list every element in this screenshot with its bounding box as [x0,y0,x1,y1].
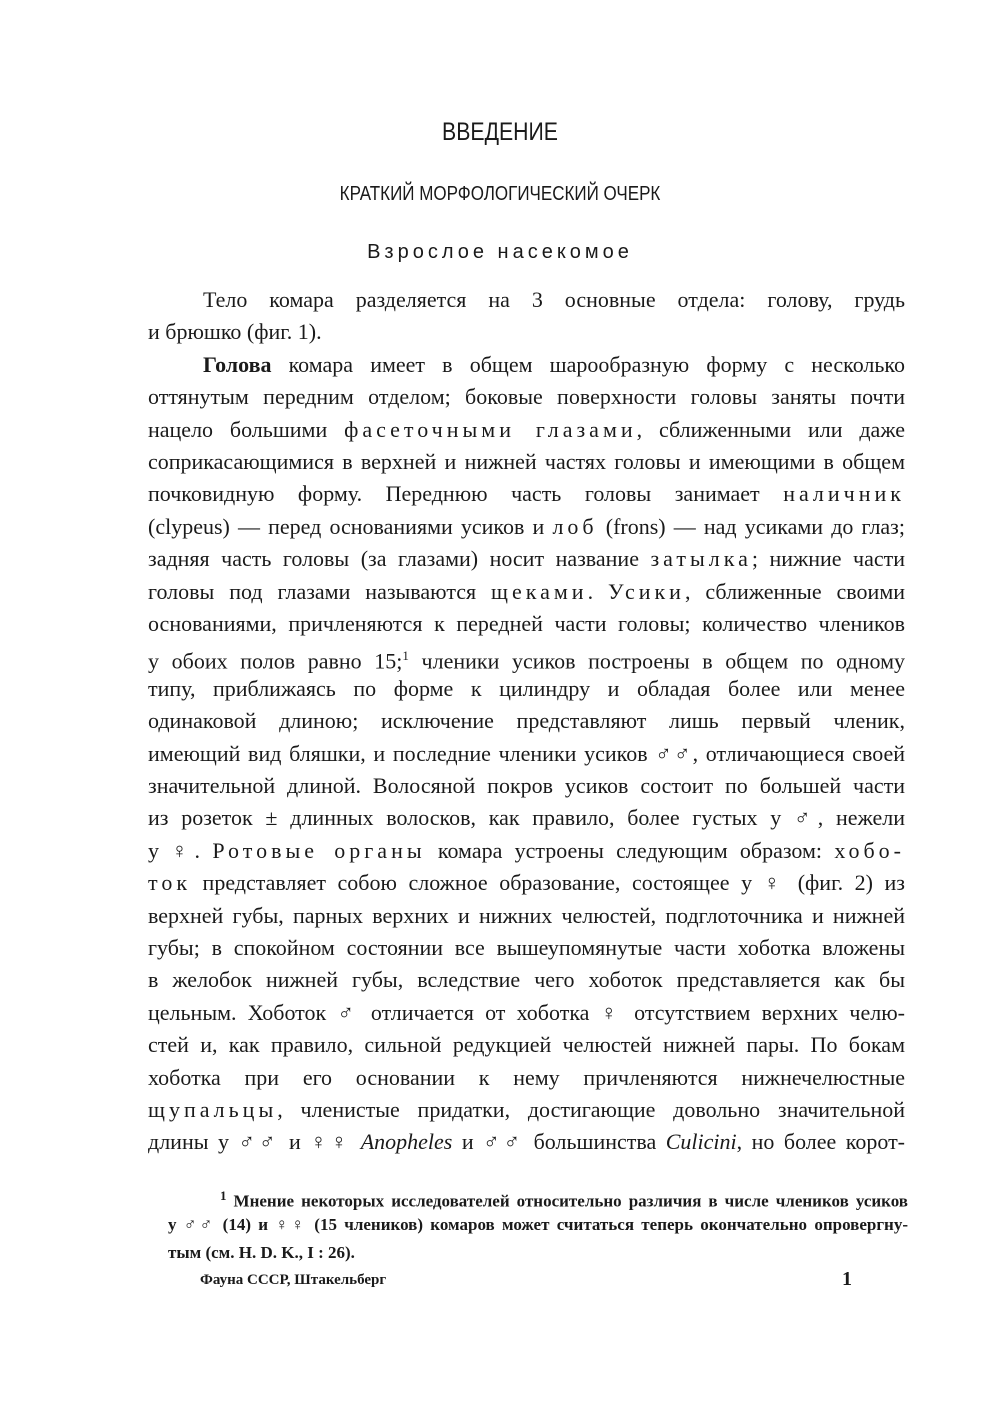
footer-publication: Фауна СССР, Штакельберг [200,1272,387,1288]
text-segment: . [587,578,609,604]
text-segment: , сближенные своими [684,578,906,604]
text-segment: Culicini [665,1129,737,1155]
text-segment: типу, приближаясь по форме к цилиндру и обладая более или менее [148,675,905,701]
text-segment: затылка [650,546,752,572]
text-segment: лоб [552,513,598,539]
text-line [148,352,905,378]
page-number: 1 [842,1268,852,1290]
text-segment: имеющий вид бляшки, и последние членики усиков ♂♂, отличающиеся своей [148,740,905,766]
text-segment: , членистые придатки, достигающие довольно значительной [277,1097,905,1122]
footnote-number: 1 [220,1188,227,1203]
text-line [148,579,905,605]
text-line [148,514,905,540]
text-segment: почковидную форму. Переднюю часть головы занимает [148,481,784,507]
text-segment: Тело комара разделяется на 3 основные отдела: голову, грудь [203,287,905,312]
text-line [148,1032,905,1058]
text-segment: соприкасающимися в верхней и нижней частях головы и имеющими в общем [148,449,905,474]
text-line [148,611,905,637]
text-segment: Ротовые органы [212,837,426,863]
text-line [148,838,905,864]
text-segment: задняя часть головы (за глазами) носит название [148,546,651,572]
text-line [148,967,905,993]
text-segment: Голова [203,351,272,377]
text-segment: длины у ♂♂ и ♀♀ [148,1129,361,1155]
text-segment: Мнение некоторых исследователей относительно различия в числе члеников усиков [226,1191,908,1211]
text-segment: в желобок нижней губы, вследствие чего хоботок представляется как бы [148,967,905,993]
text-line [148,319,905,345]
text-segment: из розеток ± длинных волосков, как правило, более густых у ♂, нежели [148,805,905,831]
text-line [148,676,905,702]
text-line [148,805,905,831]
text-line [148,417,905,443]
footnote-marker: 1 [402,648,409,664]
text-segment: тым (см. H. D. K., I : 26). [168,1243,355,1262]
text-segment: (clypeus) — перед основаниями усиков и [148,513,553,539]
text-segment: губы; в спокойном состоянии все вышеупомянутые части хоботка вложены [148,935,905,960]
text-segment: щеками [491,578,588,604]
text-segment: стей и, как правило, сильной редукцией челюстей нижней пары. По бокам [148,1032,905,1058]
text-segment: цельным. Хоботок ♂ отличается от хоботка ♀ отсутствием верхних челю- [148,999,905,1025]
text-segment: , но более корот- [736,1129,906,1155]
text-line [148,1065,905,1091]
text-segment: хобо- [834,837,906,863]
text-segment: и брюшко (фиг. 1). [148,319,322,345]
text-segment: щупальцы [148,1097,278,1122]
page-title: ВВЕДЕНИЕ [442,118,558,146]
text-line [148,643,905,674]
text-segment: , сближенными или даже [636,416,905,442]
text-line [148,1000,905,1026]
text-line [148,935,905,961]
text-line [148,1097,905,1123]
text-segment: ; нижние части [751,546,905,572]
text-segment: Anopheles [360,1129,453,1155]
text-segment: значительной длиной. Волосяной покров усиков состоит по большей части [148,773,905,798]
text-segment: Усики [608,578,685,604]
text-segment: фасеточными глазами [344,416,637,442]
text-line [148,481,905,507]
text-line [148,1129,905,1155]
text-segment: у обоих полов равно 15; [148,648,403,674]
chapter-subtitle: КРАТКИЙ МОРФОЛОГИЧЕСКИЙ ОЧЕРК [339,183,661,205]
text-segment: у ♀. [148,837,213,863]
footnote-line [168,1242,908,1264]
text-line [148,741,905,767]
text-line [148,449,905,475]
text-segment: (frons) — над усиками до глаз; [597,513,905,539]
text-segment: основаниями, причленяются к передней части головы; количество члеников [148,611,905,636]
text-segment: одинаковой длиною; исключение представляют лишь первый членик, [148,708,905,734]
text-line [148,546,905,572]
text-line [148,287,905,313]
text-segment: нацело большими [148,416,345,442]
text-segment: ток [148,870,192,896]
text-segment: хоботка при его основании к нему причленяются нижнечелюстные [148,1064,905,1090]
text-segment: верхней губы, парных верхних и нижних челюстей, подглоточника и нижней [148,902,905,928]
text-line [148,903,905,929]
text-segment: комара устроены следующим образом: [425,837,835,863]
footnote-line [168,1185,908,1213]
section-heading: Взрослое насекомое [367,241,633,263]
text-segment: у ♂♂ (14) и ♀♀ (15 члеников) комаров может считаться теперь окончательно опровергну- [168,1215,908,1234]
text-segment: оттянутым передним отделом; боковые поверхности головы заняты почти [148,384,905,410]
text-line [148,870,905,896]
text-line [148,773,905,799]
text-line [148,708,905,734]
text-segment: головы под глазами называются [148,578,492,604]
text-segment: представляет собою сложное образование, состоящее у ♀ (фиг. 2) из [191,870,905,896]
text-segment: членики усиков построены в общем по одному [408,648,906,674]
text-segment: комара имеет в общем шарообразную форму с несколько [271,351,905,377]
text-line [148,384,905,410]
text-segment: наличник [783,481,905,507]
text-segment: и ♂♂ большинства [452,1129,666,1155]
footnote-line [168,1214,908,1236]
